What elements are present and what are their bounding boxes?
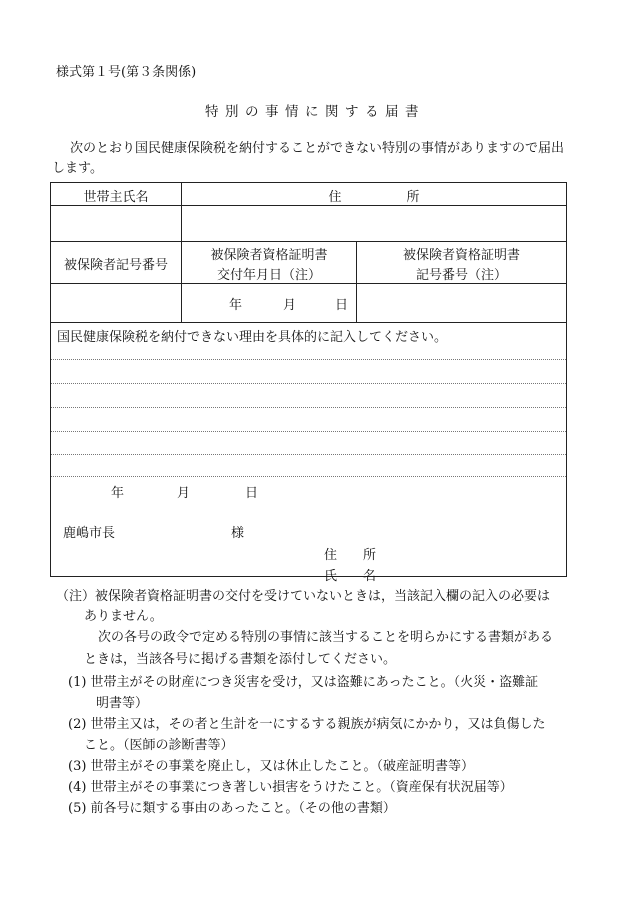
note-line1: （注）被保険者資格証明書の交付を受けていないときは，当該記入欄の記入の必要は — [56, 589, 551, 604]
form-table — [50, 182, 567, 584]
honorific-label: 様 — [231, 526, 245, 541]
intro-text: 次のとおり国民健康保険税を納付することができない特別の事情がありますので届出します。 — [52, 141, 565, 176]
list-item-2-line1: (2) 世帯主又は，その者と生計を一にするする親族が病気にかかり，又は負傷した — [68, 717, 546, 732]
attachment-paragraph-line2: ときは，当該各号に掲げる書類を添付してください。 — [84, 652, 397, 667]
issue-date-field[interactable] — [182, 284, 356, 322]
list-item-4: (4) 世帯主がその事業につき著しい損害をうけたこと。（資産保有状況届等） — [68, 780, 513, 795]
date-month-label: 月 — [283, 298, 297, 313]
note-line2: ありません。 — [84, 609, 163, 624]
list-item-1-line2: 明書等） — [96, 696, 149, 711]
document-title: 特別の事情に関する届書 — [205, 104, 425, 120]
list-item-5: (5) 前各号に類する事由のあったこと。（その他の書類） — [68, 801, 396, 816]
attachment-paragraph-line1: 次の各号の政令で定める特別の事情に該当することを明らかにする書類がある — [98, 630, 554, 645]
header-householder-name: 世帯主氏名 — [83, 190, 149, 205]
header-issue-date-line2: 交付年月日（注） — [216, 268, 321, 283]
header-cert-number-line2: 記号番号（注） — [415, 268, 507, 283]
applicant-name-label: 氏 名 — [324, 569, 377, 584]
table-rule — [51, 322, 566, 323]
list-item-1-line1: (1) 世帯主がその財産につき災害を受け，又は盗難にあったこと。（火災・盗難証 — [68, 675, 539, 690]
header-address: 住 所 — [328, 190, 420, 205]
header-cert-number-line1: 被保険者資格証明書 — [402, 248, 520, 263]
date-day-label: 日 — [335, 298, 349, 313]
reason-textarea[interactable] — [51, 345, 566, 477]
header-insured-number: 被保険者記号番号 — [63, 258, 168, 273]
form-number: 様式第１号(第３条関係) — [56, 65, 197, 80]
table-rule — [51, 241, 566, 242]
address-field[interactable] — [182, 206, 566, 241]
signature-month-label: 月 — [177, 486, 191, 501]
list-item-2-line2: こと。（医師の診断書等） — [84, 738, 234, 753]
reason-label: 国民健康保険税を納付できない理由を具体的に記入してください。 — [57, 330, 448, 345]
header-issue-date-line1: 被保険者資格証明書 — [210, 248, 328, 263]
addressee-label: 鹿嶋市長 — [63, 526, 116, 541]
cert-number-field[interactable] — [357, 284, 566, 322]
householder-name-field[interactable] — [51, 206, 181, 241]
signature-year-label: 年 — [111, 486, 125, 501]
insured-number-field[interactable] — [51, 284, 181, 322]
list-item-3: (3) 世帯主がその事業を廃止し，又は休止したこと。（破産証明書等） — [68, 759, 475, 774]
date-year-label: 年 — [229, 298, 243, 313]
applicant-address-label: 住 所 — [324, 548, 377, 563]
signature-day-label: 日 — [245, 486, 259, 501]
